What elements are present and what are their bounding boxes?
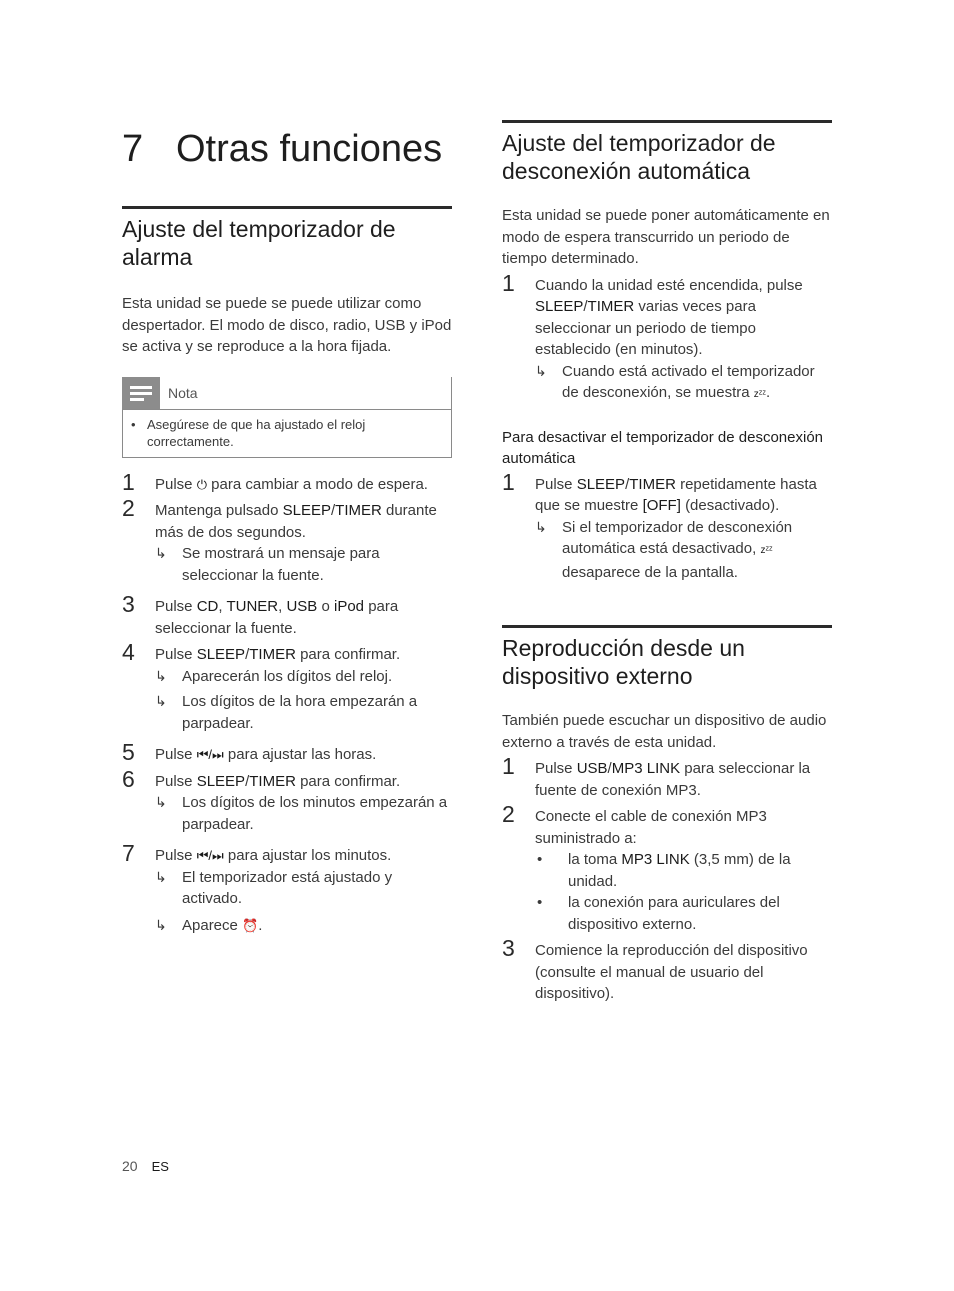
key-label: SLEEP (282, 502, 331, 519)
note-box (122, 377, 452, 458)
result-text: Si el temporizador de desconexión automática está desactivado, (562, 518, 793, 557)
step-number: 2 (122, 495, 135, 521)
step-number: 3 (122, 591, 135, 617)
step-number: 1 (502, 269, 515, 296)
alarm-step-5 (122, 739, 452, 766)
key-label: TIMER (587, 298, 635, 315)
section-rule (122, 206, 452, 209)
left-column (122, 120, 452, 936)
alarm-step-2: 2 Mantenga pulsado SLEEP/TIMER durante más de dos segundos. ↳ Se mostrará un mensaje para seleccionar la fuente. (122, 500, 452, 586)
key-label: [OFF] (642, 497, 681, 514)
step-text: (desactivado). (685, 497, 780, 514)
key-label: TIMER (335, 502, 382, 519)
alarm-step-4: 4 Pulse SLEEP/TIMER para confirmar. ↳ Aparecerán los dígitos del reloj. ↳ Los dígitos de la hora empezarán a parpadear. (122, 644, 452, 734)
result-arrow-icon: ↳ (155, 545, 167, 561)
step-text: Pulse (155, 646, 193, 663)
key-label: MP3 LINK (621, 851, 690, 868)
bullet-icon: • (537, 851, 543, 868)
key-label: TUNER (226, 598, 279, 615)
sleep-step-1: 1 Cuando la unidad esté encendida, pulse SLEEP/TIMER varias veces para seleccionar un periodo de tiempo establecido (en minutos). ↳ Cuando está activado el temporizador de desconexión, se muestra zᶻᶻ. (502, 275, 832, 406)
result-arrow-icon: ↳ (535, 362, 547, 379)
step-result (155, 666, 452, 688)
alarm-step-7 (122, 840, 452, 936)
step-result: ↳ Aparece ⏰. (155, 915, 452, 937)
deactivate-subheading: Para desactivar el temporizador de desconexión automática (502, 428, 824, 467)
key-label: TIMER (249, 772, 296, 790)
result-text: Los dígitos de la hora empezarán a parpadear. (182, 693, 418, 732)
sleep-intro: Esta unidad se puede poner automáticamente en modo de espera transcurrido un periodo de tiempo determinado. (502, 207, 830, 267)
note-icon (122, 377, 160, 409)
alarm-step-3: 3 Pulse CD, TUNER, USB o iPod para seleccionar la fuente. (122, 591, 399, 637)
sleep-deactivate-step-1: 1 Pulse SLEEP/TIMER repetidamente hasta que se muestre [OFF] (desactivado). ↳ Si el temporizador de desconexión automática está desactivado, zᶻᶻ desaparece de la pantalla. (502, 474, 832, 584)
step-text: para ajustar las horas. (227, 746, 377, 763)
list-text: la conexión para auriculares del dispositivo externo. (568, 894, 780, 933)
section-rule (502, 120, 832, 123)
result-arrow-icon: ↳ (155, 667, 167, 684)
result-text: desaparece de la pantalla. (562, 563, 738, 581)
bullet-icon: • (537, 894, 543, 911)
step-text: varias veces para seleccionar un periodo de tiempo establecido (en minutos). (535, 298, 756, 358)
list-text: (3,5 mm) de la unidad. (568, 851, 791, 890)
key-label: TIMER (629, 475, 676, 493)
sleep-zzz-icon: zᶻᶻ (760, 545, 773, 556)
step-text: para cambiar a modo de espera. (211, 475, 428, 493)
note-content (123, 410, 451, 457)
result-arrow-icon: ↳ (535, 518, 547, 535)
bullet-icon: • (131, 416, 136, 432)
right-column (502, 120, 832, 1005)
step-text: Pulse (155, 746, 193, 763)
step-text: Pulse (535, 760, 573, 777)
step-number: 2 (502, 801, 515, 827)
alarm-intro: Esta unidad se puede se puede utilizar como despertador. El modo de disco, radio, USB y iPod se activa y se reproduce a la hora fijada. (122, 295, 452, 355)
result-text: Aparecerán los dígitos del reloj. (182, 667, 393, 685)
sleep-section-title: Ajuste del temporizador de desconexión automática (502, 130, 776, 184)
alarm-section-title: Ajuste del temporizador de alarma (122, 216, 396, 270)
key-label: SLEEP (196, 646, 246, 663)
step-result (155, 543, 452, 586)
key-label: USB (286, 598, 318, 615)
language-code: ES (151, 1159, 169, 1174)
key-label: SLEEP (196, 772, 246, 790)
step-text: Conecte el cable de conexión MP3 suministrado a: (535, 808, 767, 847)
key-label: iPod (334, 598, 365, 615)
step-text: para confirmar. (300, 772, 401, 790)
result-arrow-icon: ↳ (155, 794, 167, 810)
step-result (155, 867, 452, 910)
external-section-title: Reproducción desde un dispositivo externo (502, 635, 745, 689)
step-result (155, 691, 452, 734)
result-arrow-icon: ↳ (155, 868, 167, 885)
step-text: o (321, 598, 330, 615)
step-text: Pulse (155, 847, 193, 864)
list-text: la toma (568, 851, 618, 868)
note-text: Asegúrese de que ha ajustado el reloj correctamente. (147, 416, 366, 449)
step-number: 4 (122, 639, 135, 665)
step-text: Pulse (155, 772, 193, 790)
page-number: 20 (122, 1158, 138, 1174)
chapter-title: Otras funciones (176, 128, 443, 170)
step-number: 5 (122, 739, 135, 765)
key-label: MP3 LINK (611, 760, 681, 777)
alarm-step-1 (122, 468, 452, 496)
step-text: para confirmar. (300, 646, 401, 663)
prev-next-icon: ⏮/⏭ (196, 747, 224, 762)
step-text: para seleccionar la fuente de conexión MP3. (535, 760, 811, 799)
key-label: SLEEP (576, 475, 626, 493)
step-number: 1 (502, 468, 515, 495)
external-step-2 (502, 801, 832, 935)
step-number: 7 (122, 840, 135, 866)
step-text: Pulse (155, 598, 193, 615)
note-header (122, 377, 452, 410)
result-text: Aparece (182, 916, 238, 934)
step-text: Pulse (155, 475, 193, 493)
step-result (535, 517, 832, 584)
key-label: TIMER (249, 646, 296, 663)
step-text: Cuando la unidad esté encendida, pulse (535, 276, 803, 294)
result-text: Los dígitos de los minutos empezarán a parpadear. (182, 794, 448, 833)
step-text: Mantenga pulsado (155, 502, 279, 519)
step-result: ↳ Cuando está activado el temporizador de desconexión, se muestra zᶻᶻ. (535, 361, 832, 406)
step-text: Comience la reproducción del dispositivo (consulte el manual de usuario del dispositivo). (535, 942, 808, 1002)
step-text: para ajustar los minutos. (227, 847, 392, 864)
external-intro: También puede escuchar un dispositivo de audio externo a través de esta unidad. (502, 712, 827, 751)
step-text: durante más de dos segundos. (155, 502, 437, 541)
external-step-3 (502, 935, 832, 1005)
key-label: USB (576, 760, 608, 777)
prev-next-icon: ⏮/⏭ (196, 848, 224, 863)
step-text: para seleccionar la fuente. (155, 598, 399, 637)
step-result (155, 792, 452, 835)
result-text: Cuando está activado el temporizador de desconexión, se muestra (562, 362, 815, 401)
result-text: Se mostrará un mensaje para seleccionar la fuente. (182, 545, 380, 584)
section-rule (502, 625, 832, 628)
power-icon: ⏻ (196, 476, 207, 492)
result-arrow-icon: ↳ (155, 693, 167, 709)
list-item (535, 849, 832, 892)
sleep-zzz-icon: zᶻᶻ (753, 389, 766, 400)
page-footer (122, 1158, 169, 1174)
result-arrow-icon: ↳ (155, 916, 167, 933)
note-label: Nota (168, 384, 198, 401)
external-step-1: 1 Pulse USB/MP3 LINK para seleccionar la fuente de conexión MP3. (502, 753, 811, 799)
result-text: El temporizador está ajustado y activado. (182, 868, 393, 907)
key-label: CD (196, 598, 219, 615)
step-text: repetidamente hasta que se muestre (535, 475, 817, 514)
step-number: 6 (122, 765, 135, 792)
step-number: 3 (502, 935, 515, 961)
key-label: SLEEP (535, 298, 584, 315)
step-text: Pulse (535, 475, 573, 493)
alarm-step-6: 6 Pulse SLEEP/TIMER para confirmar. ↳ Los dígitos de los minutos empezarán a parpadear. (122, 771, 452, 836)
alarm-clock-icon: ⏰ (242, 917, 259, 933)
step-number: 1 (502, 753, 515, 779)
chapter-number: 7 (122, 128, 144, 170)
step-number: 1 (122, 468, 135, 495)
chapter-heading (122, 126, 452, 192)
list-item (535, 892, 832, 935)
